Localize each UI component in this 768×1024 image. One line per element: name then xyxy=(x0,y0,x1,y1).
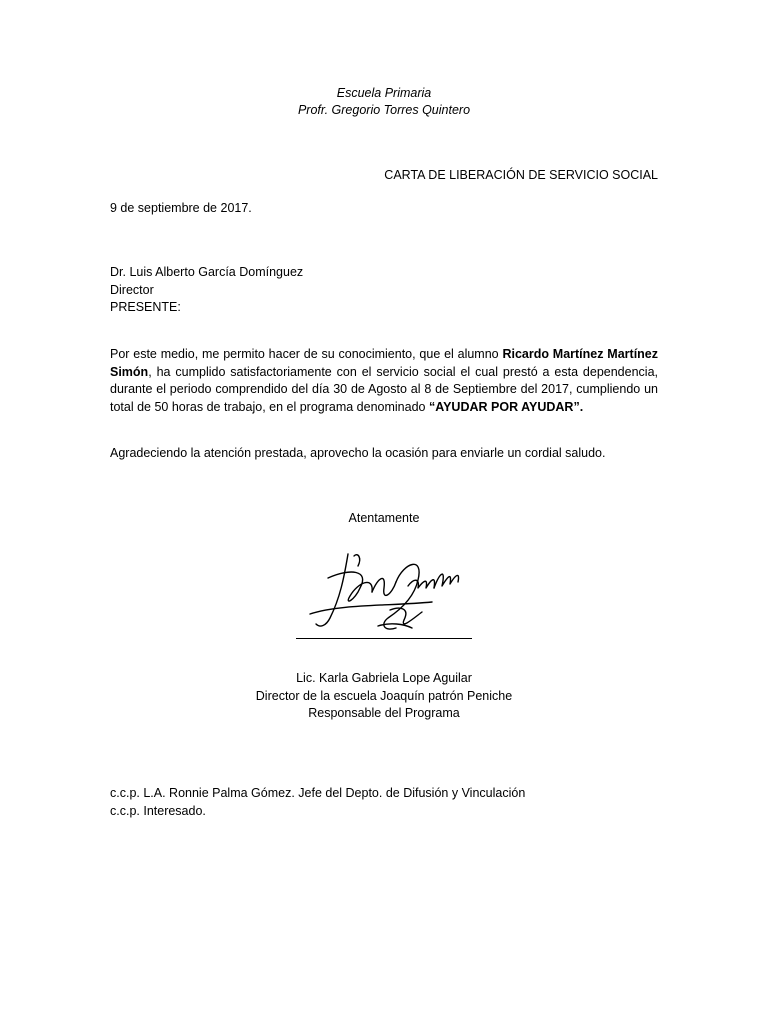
handwritten-signature xyxy=(300,548,470,640)
recipient-salutation: PRESENTE: xyxy=(110,300,181,314)
program-name: “AYUDAR POR AYUDAR”. xyxy=(428,399,584,414)
recipient-position: Director xyxy=(110,282,154,297)
recipient-block xyxy=(110,264,303,317)
school-name: Escuela Primaria xyxy=(336,86,432,100)
signer-position: Director de la escuela Joaquín patrón Peniche xyxy=(255,688,513,703)
body-text-part1: Por este medio, me permito hacer de su conocimiento, que el alumno xyxy=(110,347,503,361)
body-paragraph xyxy=(110,346,658,416)
school-subtitle: Profr. Gregorio Torres Quintero xyxy=(297,103,471,117)
ccp-block xyxy=(110,785,525,820)
letter-date: 9 de septiembre de 2017. xyxy=(110,201,252,215)
body-text-part2: , ha cumplido satisfactoriamente con el servicio social el cual prestó a esta dependencia, durante el periodo comprendido del día 30 de Agosto al 8 de Septiembre del 2017, cumpliendo un total de 50 horas de trabajo, en el programa denominado xyxy=(110,364,658,414)
farewell: Atentamente xyxy=(348,511,420,525)
signer-name: Lic. Karla Gabriela Lope Aguilar xyxy=(296,671,472,685)
signer-block xyxy=(0,670,768,723)
ccp-line: c.c.p. Interesado. xyxy=(110,803,206,818)
student-name: Ricardo Martínez Martínez Simón xyxy=(110,347,658,379)
ccp-line: c.c.p. L.A. Ronnie Palma Gómez. Jefe del Depto. de Difusión y Vinculación xyxy=(110,786,526,800)
recipient-name: Dr. Luis Alberto García Domínguez xyxy=(110,265,304,279)
closing-paragraph: Agradeciendo la atención prestada, aprovecho la ocasión para enviarle un cordial saludo. xyxy=(110,446,606,460)
signer-role: Responsable del Programa xyxy=(308,706,460,720)
signature-line xyxy=(296,638,472,639)
document-title: CARTA DE LIBERACIÓN DE SERVICIO SOCIAL xyxy=(384,168,658,182)
